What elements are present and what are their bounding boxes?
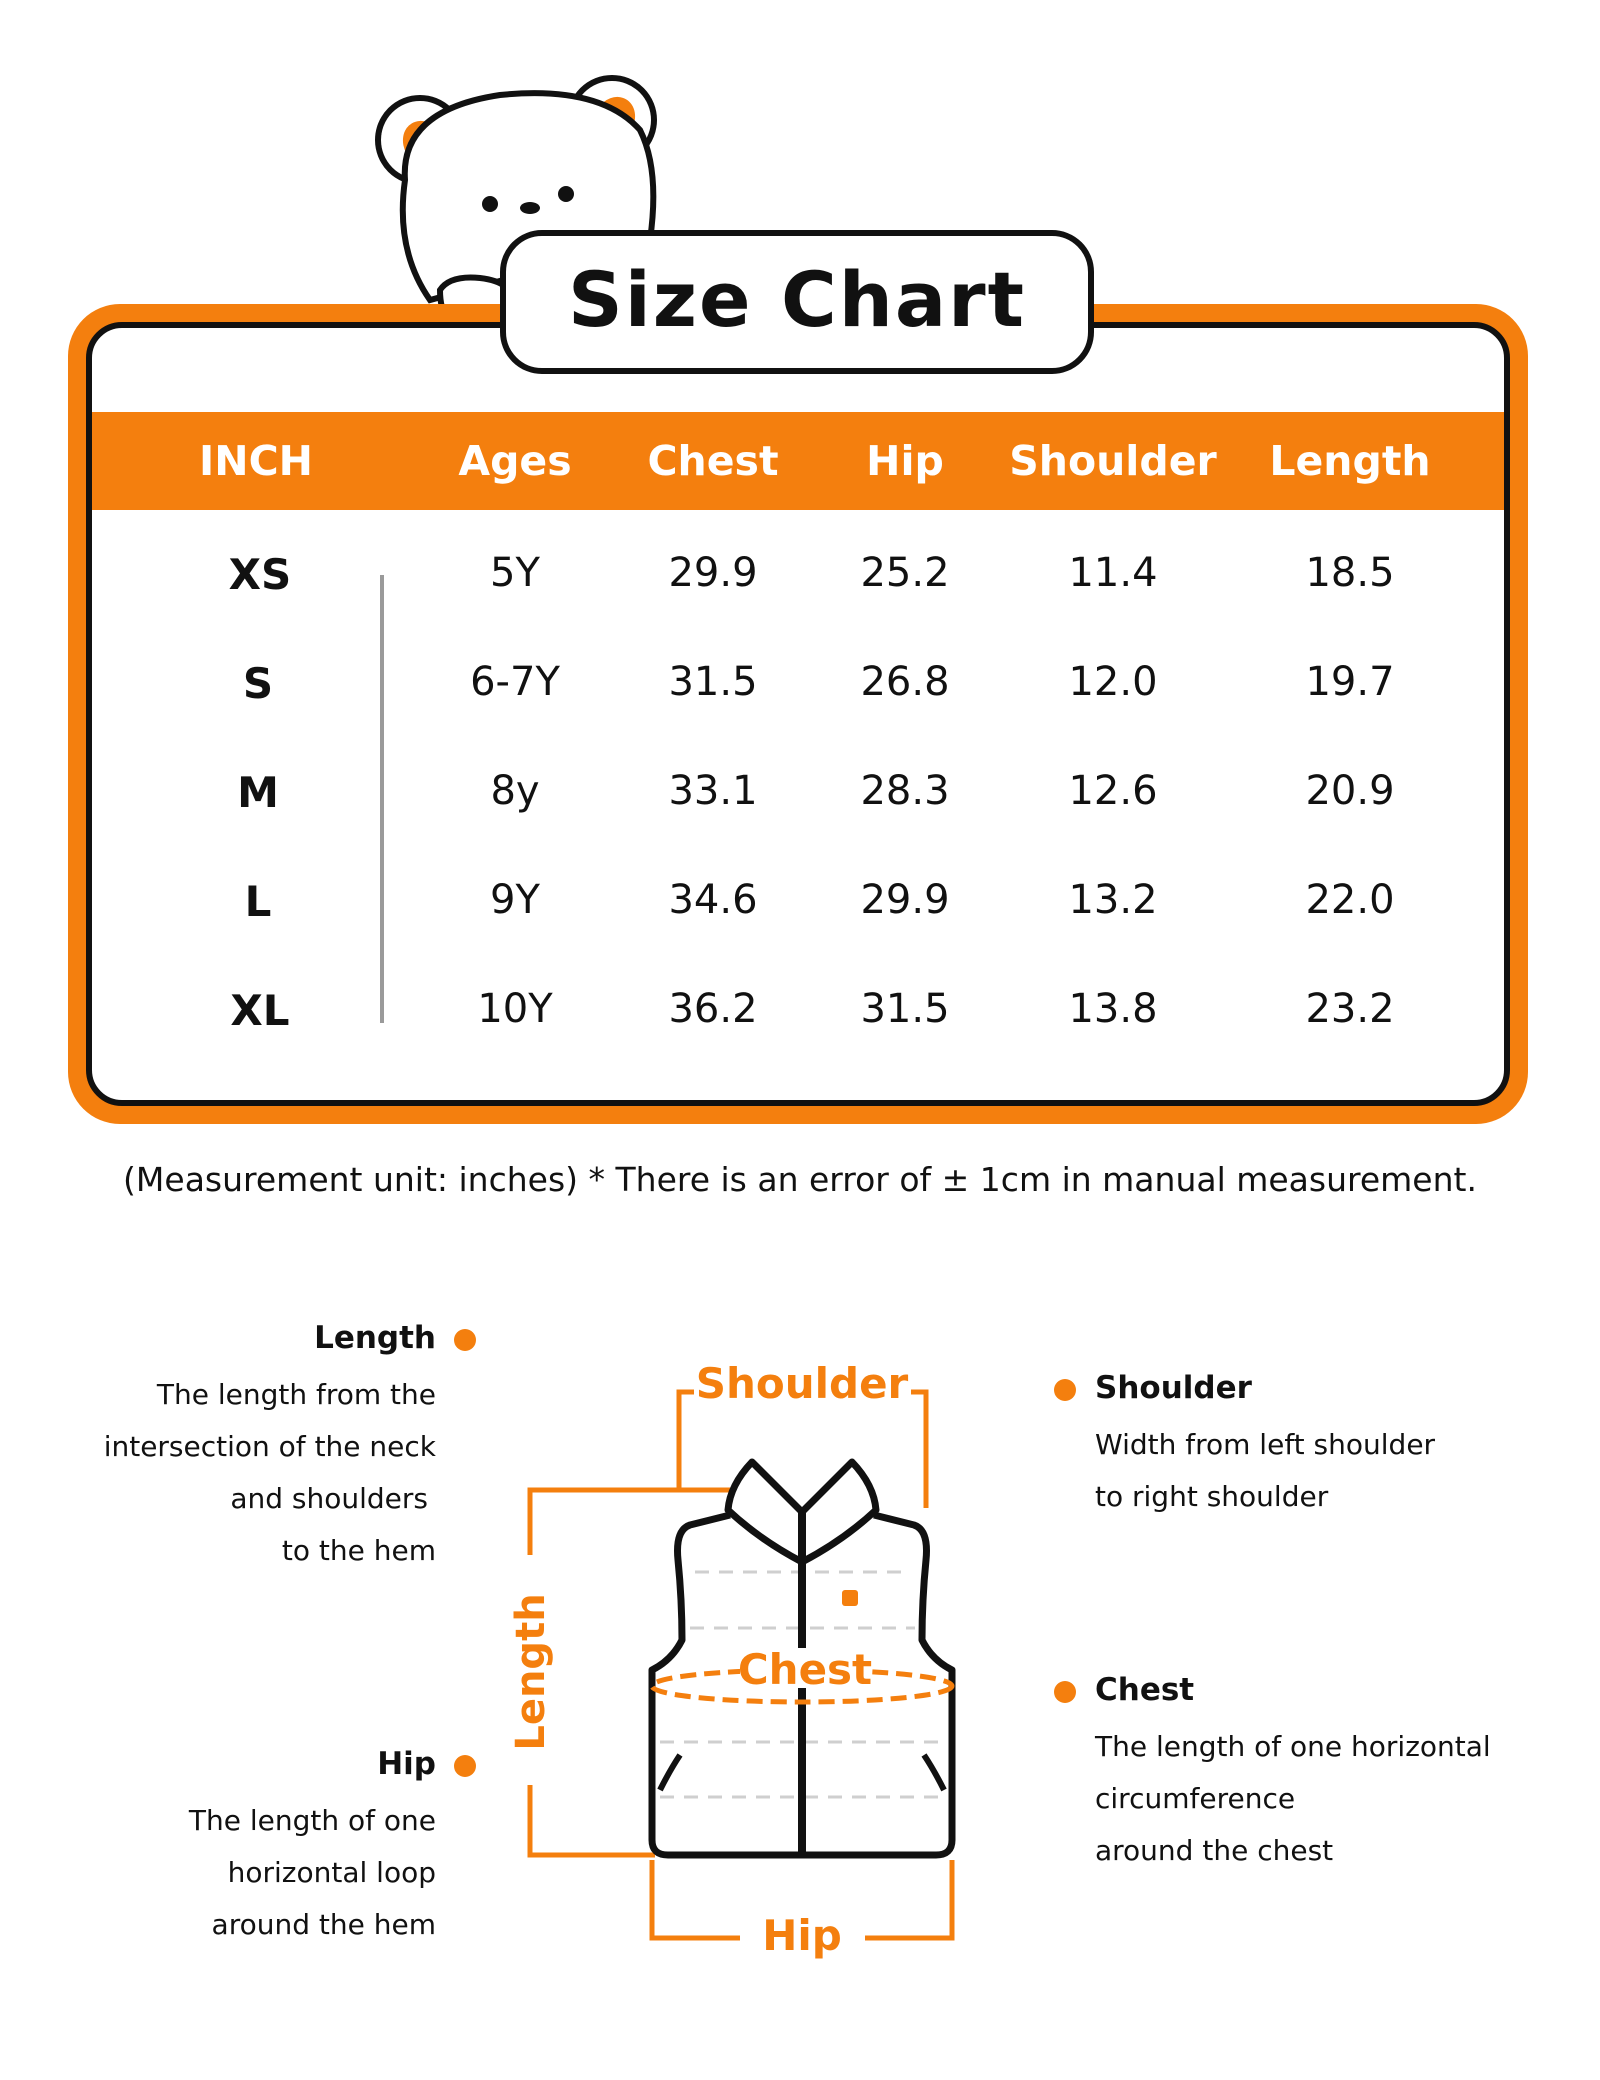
length-definition-line: and shoulders [230, 1482, 428, 1515]
table-cell: 20.9 [1305, 768, 1395, 814]
table-cell: 22.0 [1305, 877, 1395, 923]
shoulder-definition-title: Shoulder [1095, 1370, 1252, 1406]
header-length: Length [1269, 437, 1431, 485]
table-cell: 25.2 [860, 550, 950, 596]
table-cell: 31.5 [860, 986, 950, 1032]
table-cell: 11.4 [1068, 550, 1158, 596]
table-cell: 5Y [490, 550, 540, 596]
chest-definition-line: The length of one horizontal [1095, 1730, 1491, 1763]
table-cell: 31.5 [668, 659, 758, 705]
chest-definition-line: circumference [1095, 1782, 1296, 1815]
hip-definition-line: The length of one [188, 1804, 436, 1837]
table-cell: 29.9 [860, 877, 950, 923]
hip-definition-line: around the hem [211, 1908, 436, 1941]
chest-definition-title: Chest [1095, 1672, 1195, 1708]
table-cell: 19.7 [1305, 659, 1395, 705]
chest-diagram-label: Chest [737, 1645, 873, 1694]
header-chest: Chest [647, 437, 779, 485]
table-cell: 12.6 [1068, 768, 1158, 814]
table-cell-size: S [242, 659, 274, 708]
header-hip: Hip [866, 437, 944, 485]
table-cell-size: XS [228, 550, 292, 599]
table-cell: 8y [490, 768, 540, 814]
header-shoulder: Shoulder [1009, 437, 1217, 485]
header-unit: INCH [199, 437, 313, 485]
chest-definition-line: around the chest [1095, 1834, 1334, 1867]
table-cell: 26.8 [860, 659, 950, 705]
hip-definition-title: Hip [377, 1746, 436, 1782]
header-ages: Ages [458, 437, 572, 485]
table-cell: 18.5 [1305, 550, 1395, 596]
table-cell-size: M [237, 768, 279, 817]
table-cell: 9Y [490, 877, 540, 923]
length-diagram-label: Length [508, 1593, 554, 1751]
table-cell: 12.0 [1068, 659, 1158, 705]
table-cell: 13.2 [1068, 877, 1158, 923]
shoulder-definition-line: to right shoulder [1095, 1480, 1329, 1513]
table-cell-size: XL [230, 986, 290, 1035]
table-cell: 28.3 [860, 768, 950, 814]
shoulder-definition-line: Width from left shoulder [1095, 1428, 1436, 1461]
length-definition-title: Length [314, 1320, 436, 1356]
length-definition-line: to the hem [281, 1534, 436, 1567]
table-cell: 34.6 [668, 877, 758, 923]
table-cell: 10Y [477, 986, 553, 1032]
table-cell: 13.8 [1068, 986, 1158, 1032]
table-cell: 23.2 [1305, 986, 1395, 1032]
measurement-note: (Measurement unit: inches) * There is an error of ± 1cm in manual measurement. [123, 1160, 1477, 1199]
table-cell-size: L [244, 877, 272, 926]
hip-diagram-label: Hip [762, 1911, 842, 1960]
table-cell: 29.9 [668, 550, 758, 596]
shoulder-diagram-label: Shoulder [695, 1359, 909, 1408]
table-cell: 33.1 [668, 768, 758, 814]
length-definition-line: The length from the [156, 1378, 436, 1411]
length-definition-line: intersection of the neck [103, 1430, 436, 1463]
table-cell: 36.2 [668, 986, 758, 1032]
table-cell: 6-7Y [470, 659, 560, 705]
page-title: Size Chart [500, 230, 1094, 374]
hip-definition-line: horizontal loop [227, 1856, 436, 1889]
